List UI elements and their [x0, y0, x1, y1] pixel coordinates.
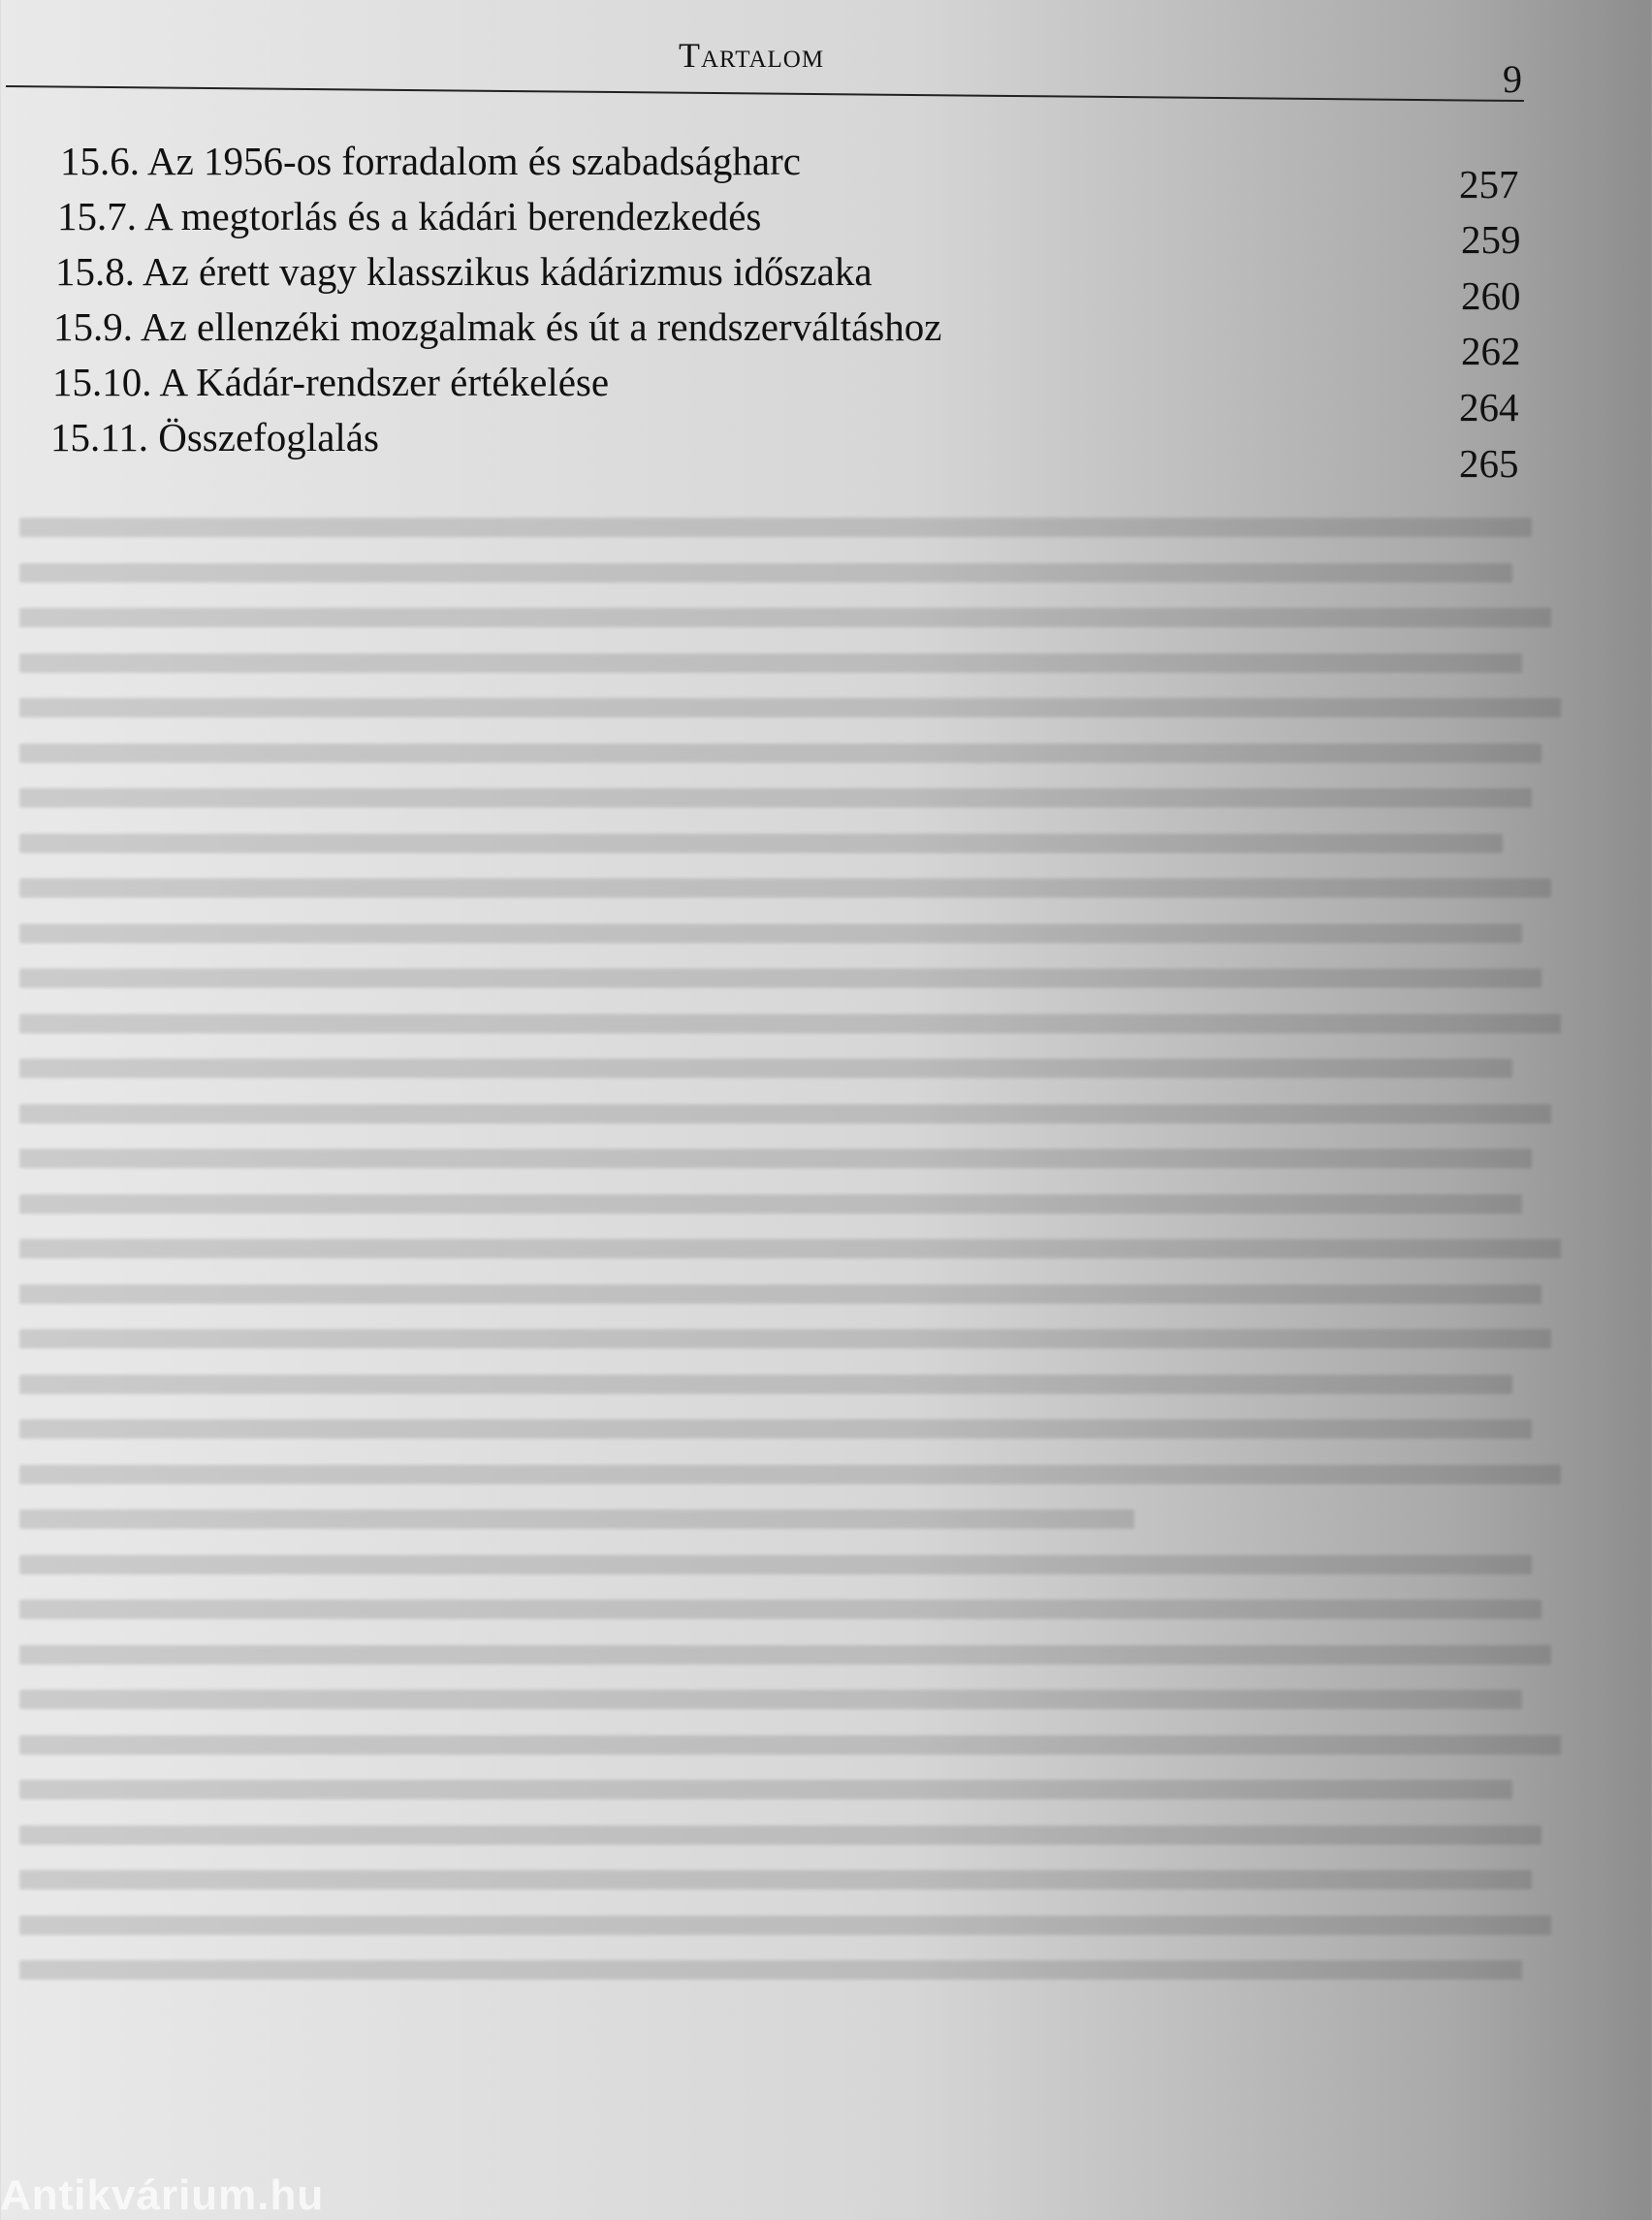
- toc-entry-title: 15.7. A megtorlás és a kádári berendezkedés: [57, 194, 762, 238]
- table-of-contents: [0, 0, 1652, 504]
- toc-entry-title: 15.8. Az érett vagy klasszikus kádárizmus időszaka: [55, 249, 873, 294]
- bleed-through-text: [0, 504, 1652, 2203]
- toc-entry-page: 259: [1461, 217, 1521, 262]
- toc-entry-title: 15.10. A Kádár-rendszer értékelése: [52, 360, 610, 404]
- toc-entry-page: 262: [1461, 329, 1521, 373]
- toc-entry-title: 15.9. Az ellenzéki mozgalmak és út a rendszerváltáshoz: [53, 304, 942, 349]
- toc-entry-page: 265: [1459, 441, 1519, 486]
- page-number: 9: [1503, 57, 1522, 101]
- toc-entry-page: 257: [1459, 162, 1519, 206]
- watermark: Antikvárium.hu: [0, 2172, 325, 2219]
- toc-entry-title: 15.6. Az 1956-os forradalom és szabadságharc: [60, 139, 801, 183]
- running-header-title: Tartalom: [679, 36, 825, 75]
- toc-entry-page: 260: [1461, 273, 1521, 318]
- toc-entry-title: 15.11. Összefoglalás: [50, 415, 379, 460]
- toc-entry-page: 264: [1459, 385, 1519, 429]
